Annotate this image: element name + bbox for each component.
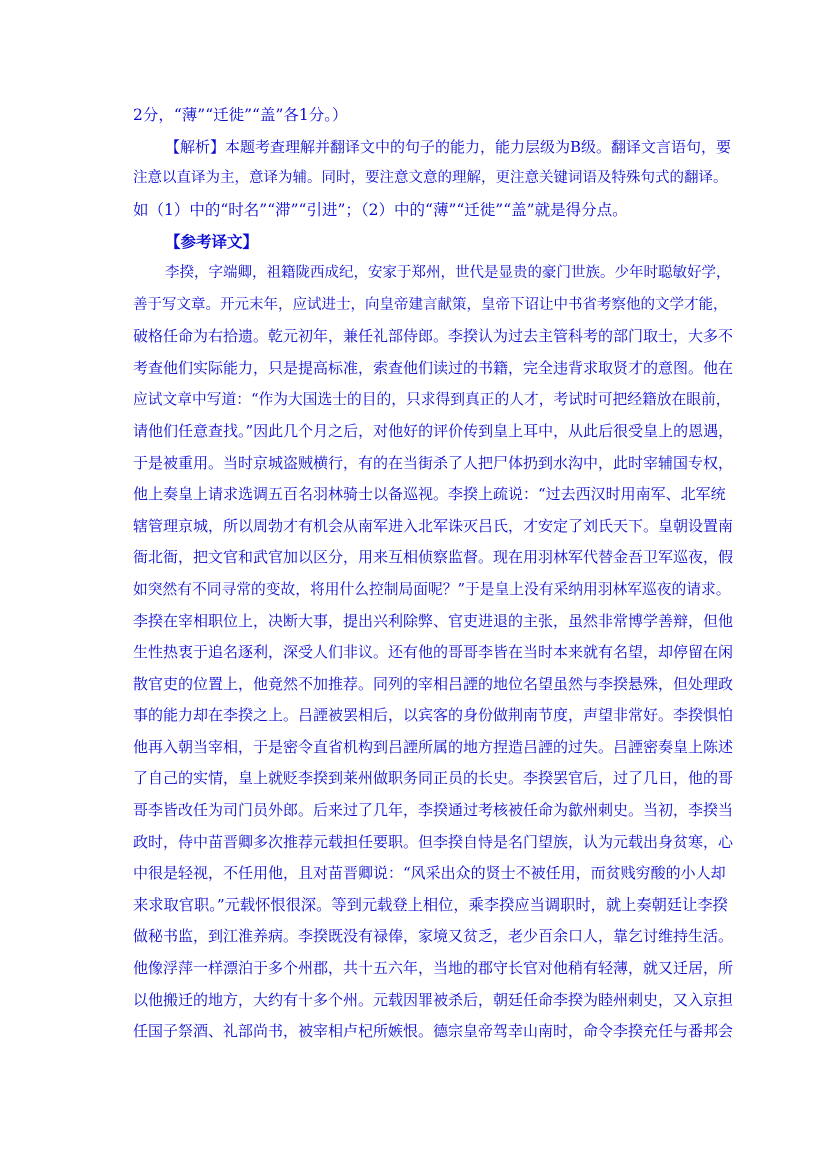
text-line: 了自己的实情，皇上就贬李揆到莱州做职务同正员的长史。李揆罢官后，过了几日，他的哥 bbox=[133, 769, 733, 788]
text-line: 请他们任意查找。”因此几个月之后，对他好的评价传到皇上耳中，从此后很受皇上的恩遇， bbox=[133, 421, 733, 440]
text-line: 中很是轻视，不任用他，且对苗晋卿说：“风采出众的贤士不被任用，而贫贱穷酸的小人却 bbox=[133, 864, 726, 883]
text-line: 于是被重用。当时京城盗贼横行，有的在当街杀了人把尸体扔到水沟中，此时宰辅国专权， bbox=[133, 453, 733, 472]
text-line: 任国子祭酒、礼部尚书，被宰相卢杞所嫉恨。德宗皇帝驾幸山南时，命令李揆充任与番邦会 bbox=[133, 1022, 733, 1041]
document-body bbox=[133, 100, 733, 1048]
text-line: 他像浮萍一样漂泊于多个州郡，共十五六年，当地的郡守长官对他稍有轻薄，就又迁居，所 bbox=[133, 959, 733, 978]
text-line: 生性热衷于追名逐利，深受人们非议。还有他的哥哥李皆在当时本来就有名望，却停留在闲 bbox=[133, 643, 733, 662]
text-line: 考查他们实际能力，只是提高标准，索查他们读过的书籍，完全违背求取贤才的意图。他在 bbox=[133, 358, 733, 377]
text-line: 政时，侍中苗晋卿多次推荐元载担任要职。但李揆自恃是名门望族，认为元载出身贫寒，心 bbox=[133, 832, 733, 851]
text-line: 散官吏的位置上，他竟然不加推荐。同列的宰相吕諲的地位名望虽然与李揆悬殊，但处理政 bbox=[133, 674, 733, 693]
text-line: 他再入朝当宰相，于是密令直省机构到吕諲所属的地方捏造吕諲的过失。吕諲密奏皇上陈述 bbox=[133, 737, 733, 756]
text-line: 如突然有不同寻常的变故，将用什么控制局面呢？”于是皇上没有采纳用羽林军巡夜的请求。 bbox=[133, 580, 731, 598]
analysis-line: 【解析】本题考查理解并翻译文中的句子的能力，能力层级为B级。翻译文言语句，要 bbox=[165, 137, 732, 156]
text-line: 事的能力却在李揆之上。吕諲被罢相后，以宾客的身份做荆南节度，声望非常好。李揆惧怕 bbox=[133, 706, 733, 725]
text-line: 破格任命为右拾遗。乾元初年，兼任礼部侍郎。李揆认为过去主管科考的部门取士，大多不 bbox=[133, 327, 733, 346]
text-line: 应试文章中写道：“作为大国选士的目的，只求得到真正的人才，考试时可把经籍放在眼前， bbox=[133, 391, 731, 409]
text-line: 哥李皆改任为司门员外郎。后来过了几年，李揆通过考核被任命为歙州刺史。当初，李揆当 bbox=[133, 801, 733, 820]
text-line: 辖管理京城，所以周勃才有机会从南军进入北军诛灭吕氏，才安定了刘氏天下。皇朝设置南 bbox=[133, 516, 733, 535]
text-line: 来求取官职。”元载怀恨很深。等到元载登上相位，乘李揆应当调职时，就上奏朝廷让李揆 bbox=[133, 895, 728, 914]
text-line: 注意以直译为主，意译为辅。同时，要注意文意的理解，更注意关键词语及特殊句式的翻译。 bbox=[133, 170, 728, 187]
text-line: 做秘书监，到江淮养病。李揆既没有禄俸，家境又贫乏，老少百余口人，靠乞讨维持生活。 bbox=[133, 927, 733, 946]
text-line: 以他搬迁的地方，大约有十多个州。元载因罪被杀后，朝廷任命李揆为睦州刺史，又入京担 bbox=[133, 990, 733, 1009]
reference-translation-heading: 【参考译文】 bbox=[165, 232, 259, 252]
text-line: 衙北衙，把文官和武官加以区分，用来互相侦察监督。现在用羽林军代替金吾卫军巡夜，假 bbox=[133, 548, 733, 567]
text-line: 如（1）中的“时名”“滞”“引进”；（2）中的“薄”“迁徙”“盖”就是得分点。 bbox=[133, 200, 628, 219]
text-line: 善于写文章。开元末年，应试进士，向皇帝建言献策，皇帝下诏让中书省考察他的文学才能， bbox=[133, 296, 728, 313]
text-line: 2分，“薄”“迁徙”“盖”各1分。） bbox=[133, 106, 348, 124]
text-line: 李揆在宰相职位上，决断大事，提出兴利除弊、官吏进退的主张，虽然非常博学善辩，但他 bbox=[133, 611, 733, 630]
text-line: 他上奏皇上请求选调五百名羽林骑士以备巡视。李揆上疏说：“过去西汉时用南军、北军统 bbox=[133, 485, 726, 504]
text-line: 李揆，字端卿，祖籍陇西成纪，安家于郑州，世代是显贵的豪门世族。少年时聪敏好学， bbox=[165, 264, 731, 281]
